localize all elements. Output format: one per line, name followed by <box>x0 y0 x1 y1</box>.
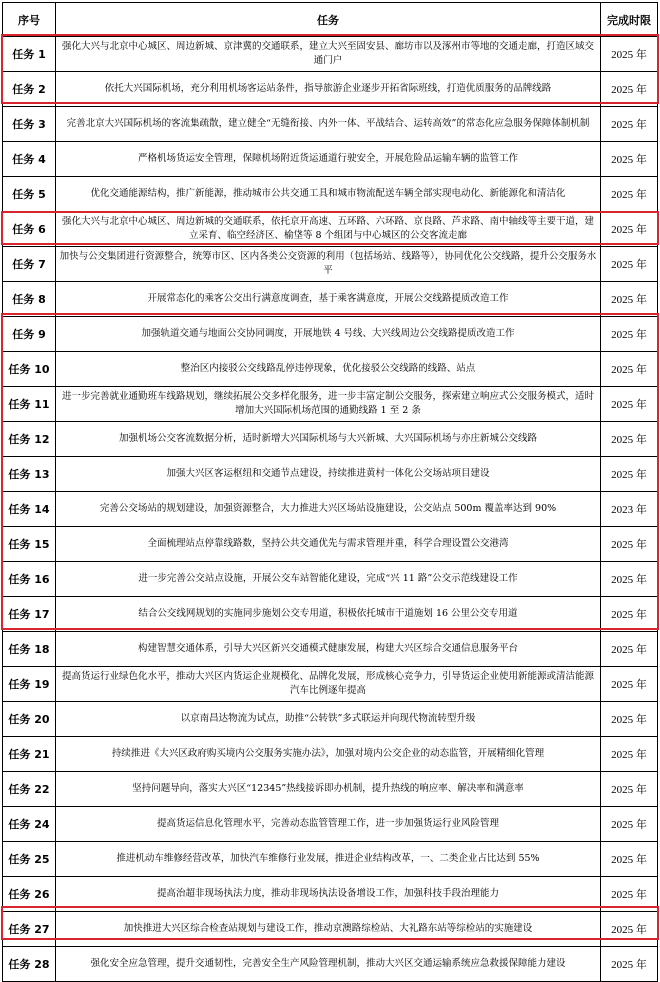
task-text: 加强机场公交客流数据分析，适时新增大兴国际机场与大兴新城、大兴国际机场与亦庄新城公交线路 <box>56 422 601 457</box>
task-text: 结合公交线网规划的实施同步施划公交专用道，积极依托城市干道施划 16 公里公交专用道 <box>56 597 601 632</box>
table-row <box>3 702 658 737</box>
task-deadline: 2025 年 <box>601 72 658 107</box>
task-id: 任务 3 <box>3 107 56 142</box>
task-text: 进一步完善公交站点设施，开展公交车站智能化建设，完成“兴 11 路”公交示范线建设工作 <box>56 562 601 597</box>
table-row <box>3 877 658 912</box>
task-deadline: 2025 年 <box>601 142 658 177</box>
header-task: 任务 <box>56 3 601 37</box>
task-id: 任务 15 <box>3 527 56 562</box>
table-row <box>3 422 658 457</box>
table-row <box>3 632 658 667</box>
task-text: 依托大兴国际机场，充分利用机场客运站条件，指导旅游企业逐步开拓省际班线，打造优质服务的品牌线路 <box>56 72 601 107</box>
task-id: 任务 2 <box>3 72 56 107</box>
task-id: 任务 13 <box>3 457 56 492</box>
task-id: 任务 24 <box>3 807 56 842</box>
task-text: 加快与公交集团进行资源整合，统筹市区、区内各类公交资源的利用（包括场站、线路等），协同优化公交线路，提升公交服务水平 <box>56 247 601 282</box>
table-row <box>3 72 658 107</box>
task-text: 加强大兴区客运枢纽和交通节点建设，持续推进黄村一体化公交场站项目建设 <box>56 457 601 492</box>
task-deadline: 2025 年 <box>601 37 658 72</box>
task-text: 严格机场货运安全管理，保障机场附近货运通道行驶安全，开展危险品运输车辆的监管工作 <box>56 142 601 177</box>
task-text: 以京南昌达物流为试点，助推“公转铁”多式联运并向现代物流转型升级 <box>56 702 601 737</box>
task-text: 加强轨道交通与地面公交协同调度，开展地铁 4 号线、大兴线周边公交线路提质改造工作 <box>56 317 601 352</box>
task-deadline: 2025 年 <box>601 107 658 142</box>
task-id: 任务 20 <box>3 702 56 737</box>
task-id: 任务 19 <box>3 667 56 702</box>
task-deadline: 2025 年 <box>601 667 658 702</box>
task-deadline: 2025 年 <box>601 422 658 457</box>
table-row <box>3 527 658 562</box>
task-text: 加快推进大兴区综合检查站规划与建设工作，推动京澳路综检站、大礼路东站等综检站的实施建设 <box>56 912 601 947</box>
table-row <box>3 842 658 877</box>
table-row <box>3 387 658 422</box>
task-text: 推进机动车维修经营改革，加快汽车维修行业发展，推进企业结构改革，一、二类企业占比达到 55% <box>56 842 601 877</box>
task-text: 强化大兴与北京中心城区、周边新城、京津冀的交通联系，建立大兴至固安县、廊坊市以及涿州市等地的交通走廊，打造区域交通门户 <box>56 37 601 72</box>
table-row <box>3 597 658 632</box>
task-id: 任务 26 <box>3 877 56 912</box>
table-row <box>3 562 658 597</box>
task-text: 提高治超非现场执法力度，推动非现场执法设备增设工作，加强科技手段治理能力 <box>56 877 601 912</box>
task-id: 任务 12 <box>3 422 56 457</box>
task-deadline: 2025 年 <box>601 352 658 387</box>
task-id: 任务 5 <box>3 177 56 212</box>
task-deadline: 2025 年 <box>601 597 658 632</box>
task-id: 任务 21 <box>3 737 56 772</box>
task-text: 持续推进《大兴区政府购买境内公交服务实施办法》，加强对境内公交企业的动态监管，开展精细化管理 <box>56 737 601 772</box>
task-deadline: 2025 年 <box>601 177 658 212</box>
task-text: 强化安全应急管理，提升交通韧性，完善安全生产风险管理机制，推动大兴区交通运输系统应急救援保障能力建设 <box>56 947 601 982</box>
header-deadline: 完成时限 <box>601 3 658 37</box>
task-table <box>2 2 658 982</box>
task-deadline: 2025 年 <box>601 877 658 912</box>
task-text: 强化大兴与北京中心城区、周边新城的交通联系，依托京开高速、五环路、六环路、京良路、芦求路、南中轴线等主要干道，建立采育、临空经济区、榆垡等 8 个组团与中心城区的公交客流走廊 <box>56 212 601 247</box>
table-row <box>3 807 658 842</box>
task-deadline: 2025 年 <box>601 387 658 422</box>
task-deadline: 2025 年 <box>601 212 658 247</box>
task-deadline: 2025 年 <box>601 457 658 492</box>
task-text: 开展常态化的乘客公交出行满意度调查，基于乘客满意度，开展公交线路提质改造工作 <box>56 282 601 317</box>
task-text: 坚持问题导向，落实大兴区“12345”热线接诉即办机制，提升热线的响应率、解决率和满意率 <box>56 772 601 807</box>
table-row <box>3 772 658 807</box>
task-deadline: 2025 年 <box>601 317 658 352</box>
task-deadline: 2025 年 <box>601 912 658 947</box>
task-deadline: 2025 年 <box>601 702 658 737</box>
task-deadline: 2025 年 <box>601 807 658 842</box>
table-row <box>3 212 658 247</box>
table-row <box>3 282 658 317</box>
task-id: 任务 7 <box>3 247 56 282</box>
task-deadline: 2025 年 <box>601 737 658 772</box>
task-id: 任务 8 <box>3 282 56 317</box>
task-id: 任务 18 <box>3 632 56 667</box>
task-id: 任务 1 <box>3 37 56 72</box>
table-header-row <box>3 3 658 37</box>
task-text: 进一步完善就业通勤班车线路规划，继续拓展公交多样化服务，进一步丰富定制公交服务，探索建立响应式公交服务模式，适时增加大兴国际机场范围的通勤线路 1 至 2 条 <box>56 387 601 422</box>
task-deadline: 2025 年 <box>601 562 658 597</box>
task-text: 构建智慧交通体系，引导大兴区新兴交通模式健康发展，构建大兴区综合交通信息服务平台 <box>56 632 601 667</box>
table-row <box>3 37 658 72</box>
task-id: 任务 16 <box>3 562 56 597</box>
task-deadline: 2025 年 <box>601 842 658 877</box>
task-text: 完善公交场站的规划建设，加强资源整合，大力推进大兴区场站设施建设，公交站点 500m 覆盖率达到 90% <box>56 492 601 527</box>
task-id: 任务 22 <box>3 772 56 807</box>
task-deadline: 2025 年 <box>601 632 658 667</box>
task-deadline: 2025 年 <box>601 247 658 282</box>
table-row <box>3 352 658 387</box>
task-text: 优化交通能源结构，推广新能源，推动城市公共交通工具和城市物流配送车辆全部实现电动化、新能源化和清洁化 <box>56 177 601 212</box>
task-id: 任务 17 <box>3 597 56 632</box>
task-id: 任务 11 <box>3 387 56 422</box>
header-id: 序号 <box>3 3 56 37</box>
table-row <box>3 737 658 772</box>
table-row <box>3 107 658 142</box>
table-row <box>3 492 658 527</box>
task-id: 任务 28 <box>3 947 56 982</box>
table-row <box>3 247 658 282</box>
task-id: 任务 9 <box>3 317 56 352</box>
task-deadline: 2023 年 <box>601 492 658 527</box>
task-id: 任务 25 <box>3 842 56 877</box>
task-text: 完善北京大兴国际机场的客流集疏散，建立健全“无缝衔接、内外一体、平战结合、运转高效”的常态化应急服务保障体制机制 <box>56 107 601 142</box>
table-row <box>3 667 658 702</box>
task-text: 提高货运行业绿色化水平，推动大兴区内货运企业规模化、品牌化发展，形成核心竞争力，引导货运企业使用新能源或清洁能源汽车比例逐年提高 <box>56 667 601 702</box>
task-deadline: 2025 年 <box>601 947 658 982</box>
table-row <box>3 177 658 212</box>
task-id: 任务 6 <box>3 212 56 247</box>
task-id: 任务 14 <box>3 492 56 527</box>
task-id: 任务 10 <box>3 352 56 387</box>
table-row <box>3 142 658 177</box>
table-row <box>3 947 658 982</box>
task-id: 任务 27 <box>3 912 56 947</box>
task-deadline: 2025 年 <box>601 527 658 562</box>
task-deadline: 2025 年 <box>601 772 658 807</box>
table-row <box>3 317 658 352</box>
task-id: 任务 4 <box>3 142 56 177</box>
table-row <box>3 912 658 947</box>
task-text: 全面梳理站点停靠线路数，坚持公共交通优先与需求管理并重，科学合理设置公交港湾 <box>56 527 601 562</box>
task-deadline: 2025 年 <box>601 282 658 317</box>
table-row <box>3 457 658 492</box>
task-text: 提高货运信息化管理水平，完善动态监管管理工作，进一步加强货运行业风险管理 <box>56 807 601 842</box>
task-text: 整治区内接驳公交线路乱停违停现象，优化接驳公交线路的线路、站点 <box>56 352 601 387</box>
